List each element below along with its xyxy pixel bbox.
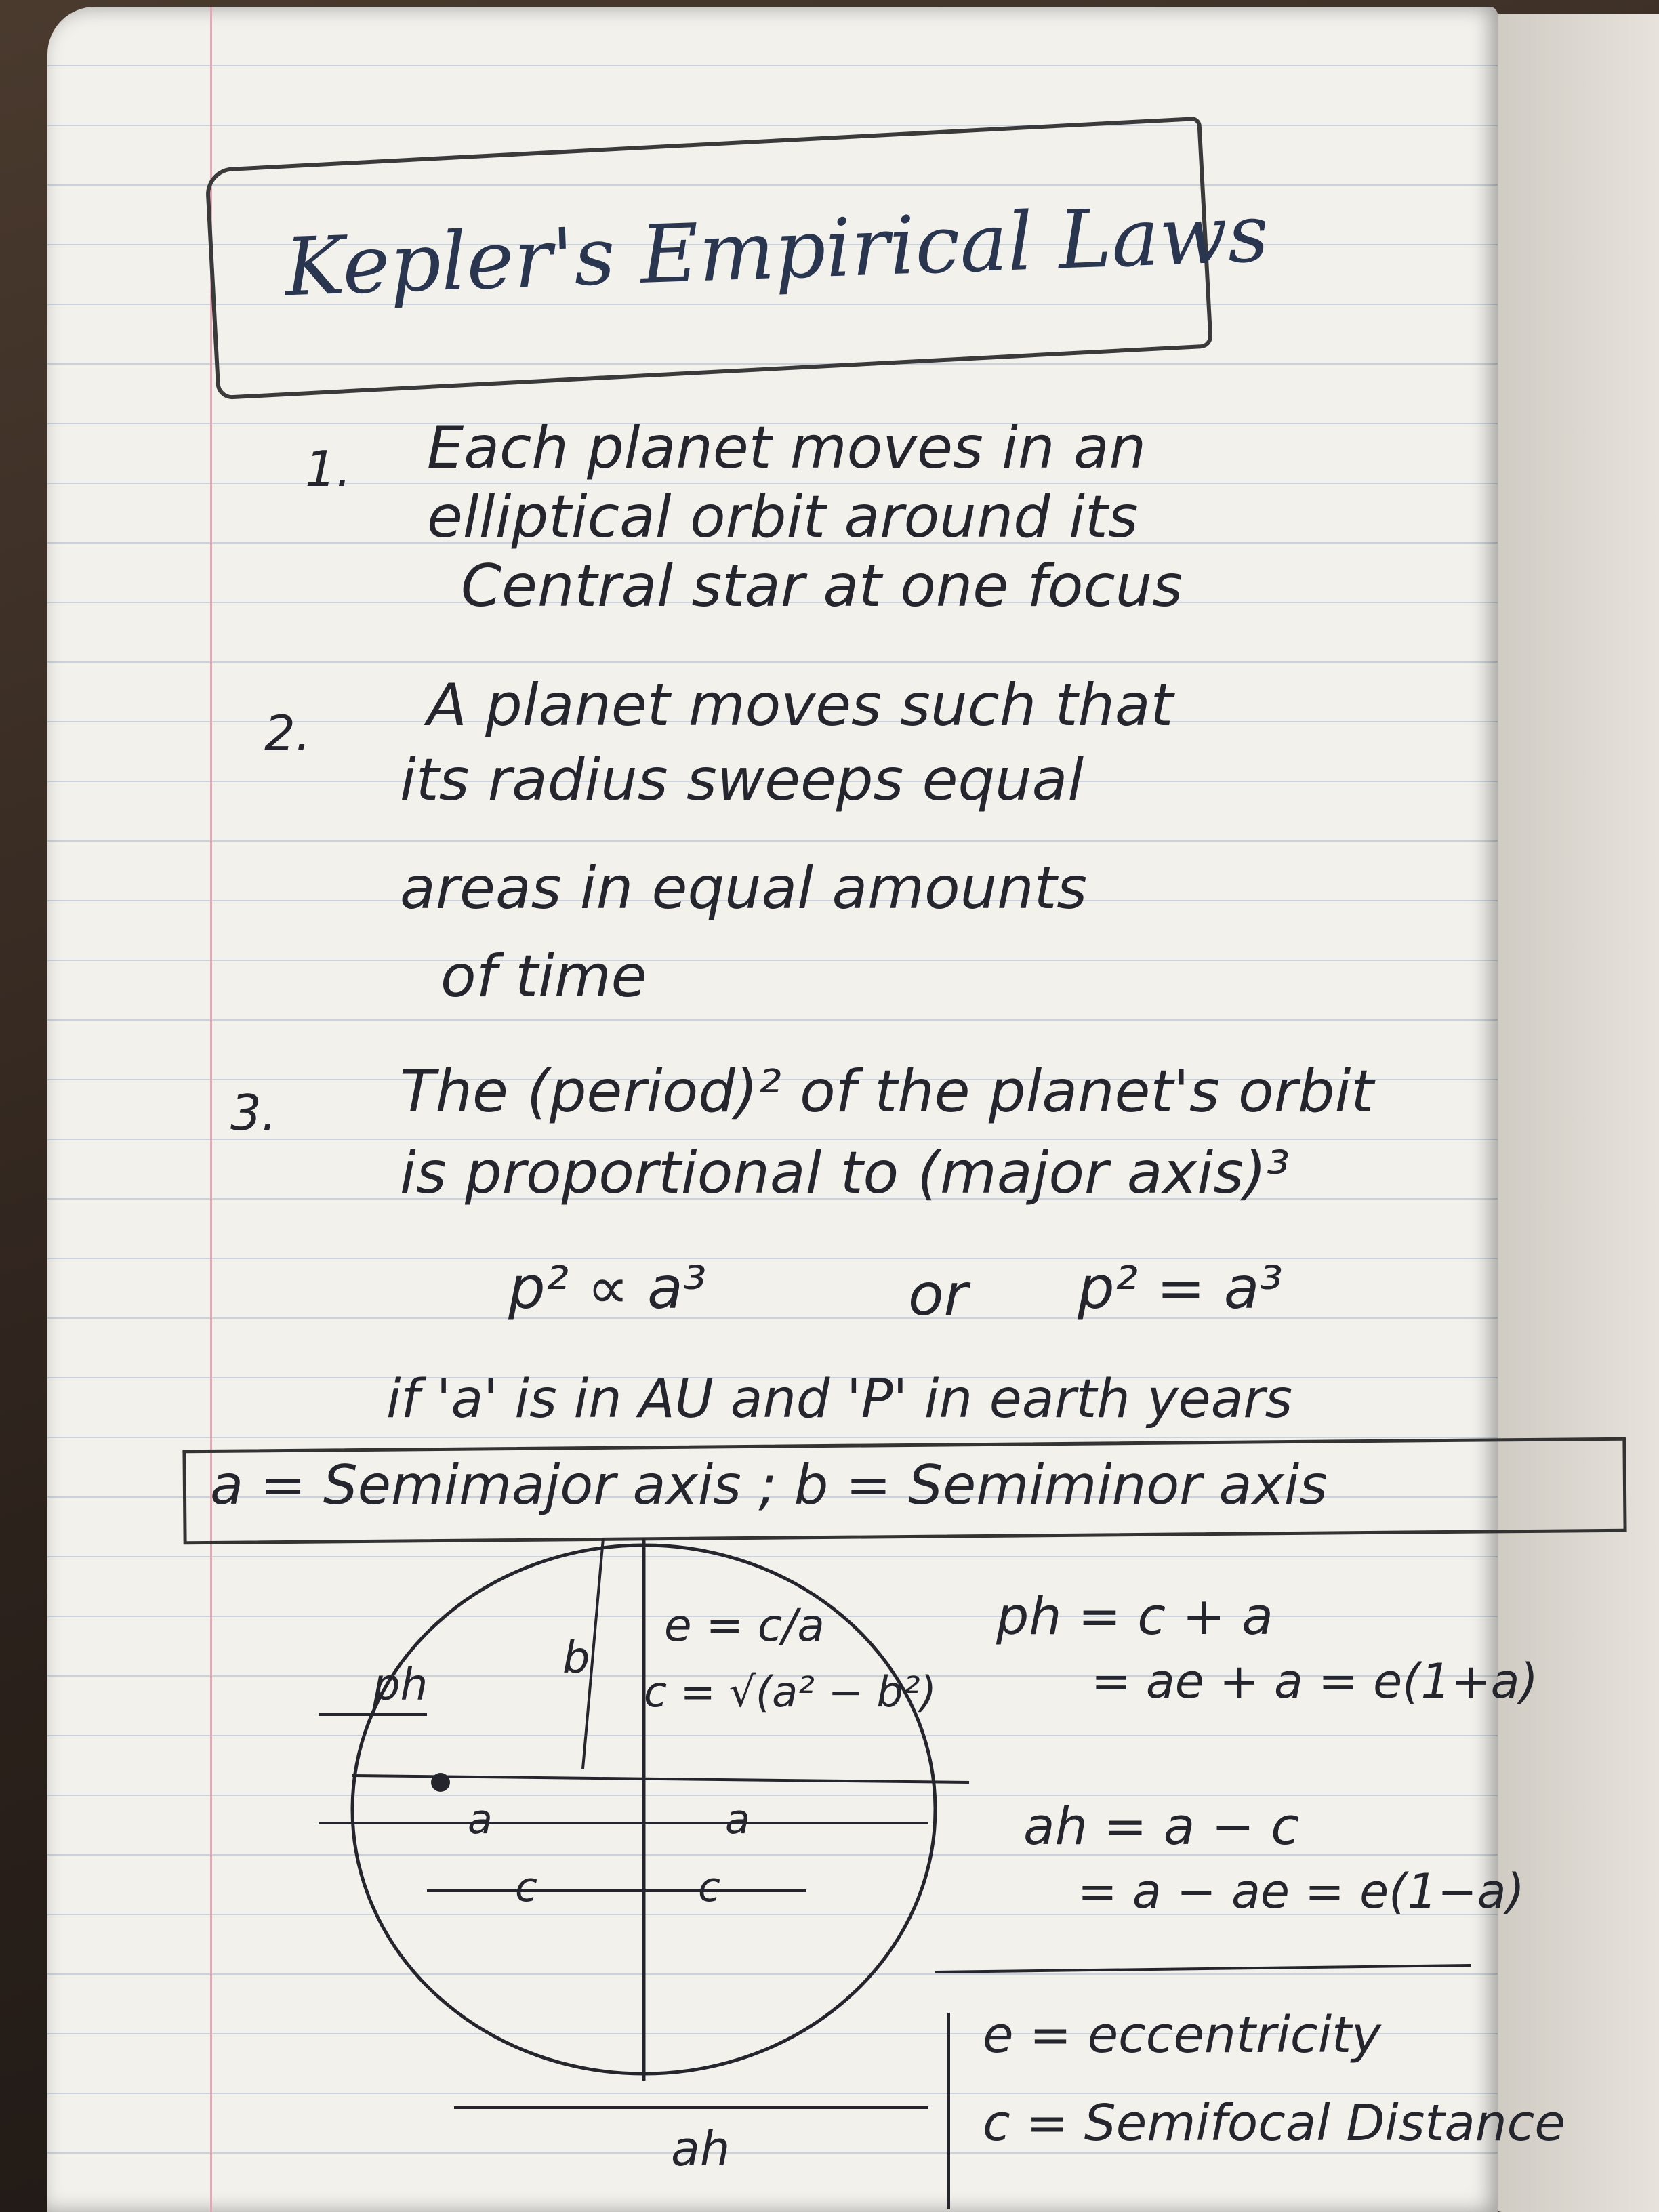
perihelion-eq-line-2: = ae + a = e(1+a) bbox=[1091, 1654, 1538, 1709]
star-focus-dot bbox=[431, 1773, 450, 1792]
aphelion-eq-line-2: = a − ae = e(1−a) bbox=[1078, 1864, 1525, 1919]
legend-top-rule bbox=[935, 1965, 1471, 1972]
law-2-number: 2. bbox=[264, 705, 311, 762]
aphelion-eq-line-1: ah = a − c bbox=[1023, 1796, 1300, 1856]
notebook-page bbox=[47, 7, 1565, 2212]
page-title: Kepler's Empirical Laws bbox=[283, 186, 1271, 314]
label-c-left: c bbox=[515, 1864, 537, 1911]
label-a-right: a bbox=[725, 1796, 750, 1843]
semifocal-equation: c = √(a² − b²) bbox=[644, 1667, 937, 1717]
axis-definitions: a = Semimajor axis ; b = Semiminor axis bbox=[210, 1454, 1328, 1517]
semifocal-definition: c = Semifocal Distance bbox=[983, 2094, 1565, 2152]
law-3-line-1: The (period)² of the planet's orbit bbox=[400, 1058, 1374, 1126]
label-a-left: a bbox=[468, 1796, 493, 1843]
law-2-line-3: areas in equal amounts bbox=[400, 855, 1088, 922]
law-1-number: 1. bbox=[305, 441, 352, 497]
law-3-condition: if 'a' is in AU and 'P' in earth years bbox=[386, 1369, 1293, 1430]
law-1-line-2: elliptical orbit around its bbox=[427, 483, 1139, 551]
perihelion-eq-line-1: ph = c + a bbox=[996, 1586, 1273, 1646]
law-2-line-1: A planet moves such that bbox=[427, 672, 1174, 739]
law-2-line-2: its radius sweeps equal bbox=[400, 746, 1084, 814]
law-3-number: 3. bbox=[230, 1084, 277, 1141]
label-b: b bbox=[562, 1633, 590, 1683]
law-1-line-1: Each planet moves in an bbox=[427, 414, 1147, 482]
law-3-formula-equal: p² = a³ bbox=[1078, 1254, 1283, 1322]
label-c-right: c bbox=[698, 1864, 720, 1911]
law-3-formula-or: or bbox=[908, 1261, 968, 1329]
eccentricity-equation: e = c/a bbox=[664, 1599, 825, 1652]
law-1-line-3: Central star at one focus bbox=[461, 552, 1183, 620]
law-2-line-4: of time bbox=[441, 943, 647, 1010]
law-3-line-2: is proportional to (major axis)³ bbox=[400, 1139, 1290, 1207]
eccentricity-definition: e = eccentricity bbox=[983, 2006, 1381, 2064]
label-ah: ah bbox=[671, 2121, 731, 2177]
label-ph: ph bbox=[373, 1660, 428, 1711]
law-3-formula-proportional: p² ∝ a³ bbox=[508, 1254, 707, 1322]
